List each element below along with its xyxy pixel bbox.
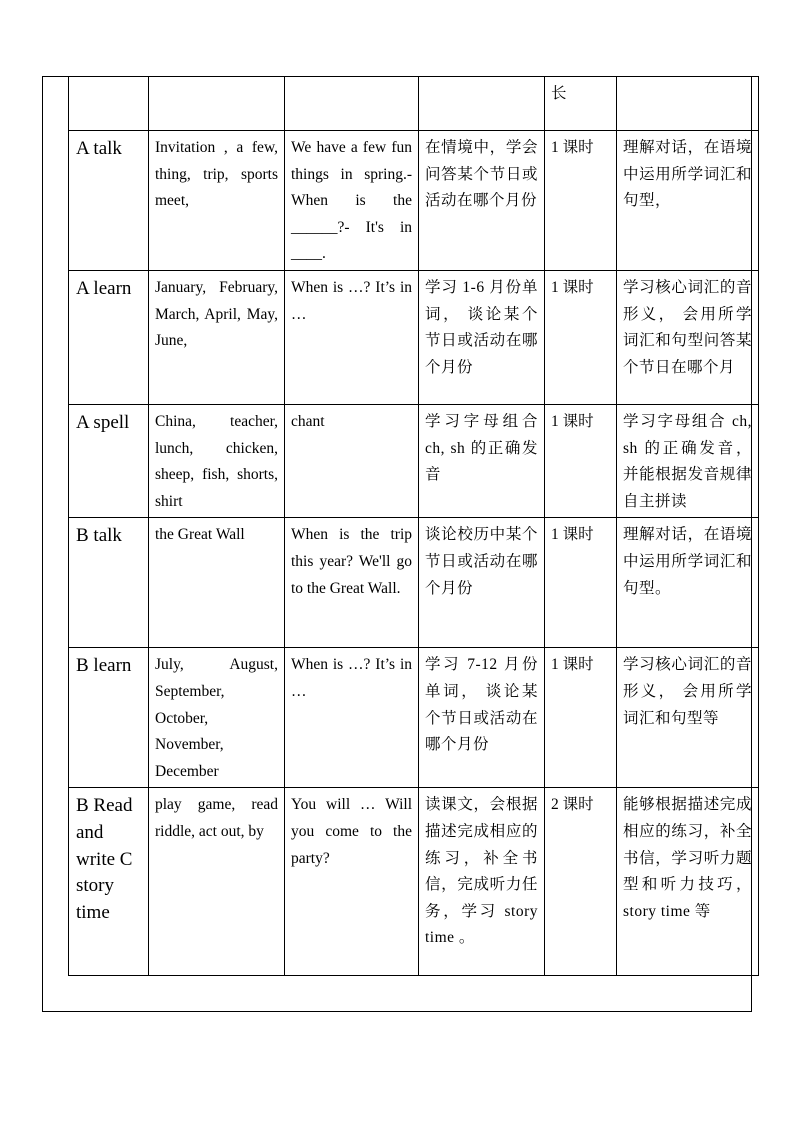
sentences-cell: When is …? It’s in … bbox=[285, 648, 419, 788]
vocab-cell: July, August, September, October, November, December bbox=[149, 648, 285, 788]
objective-cell: 学习 7-12 月份单词， 谈论某个节日或活动在哪个月份 bbox=[419, 648, 545, 788]
goal-cell: 学习字母组合 ch, sh 的正确发音，并能根据发音规律自主拼读 bbox=[617, 404, 759, 517]
lesson-cell: A spell bbox=[69, 404, 149, 517]
sentences-cell: chant bbox=[285, 404, 419, 517]
objective-cell: 谈论校历中某个节日或活动在哪个月份 bbox=[419, 518, 545, 648]
vocab-cell: China, teacher, lunch, chicken, sheep, fish, shorts, shirt bbox=[149, 404, 285, 517]
lesson-cell: B Read and write C story time bbox=[69, 788, 149, 976]
table-row bbox=[69, 404, 759, 517]
table-row bbox=[69, 518, 759, 648]
hours-cell: 1 课时 bbox=[545, 404, 617, 517]
lesson-cell: B talk bbox=[69, 518, 149, 648]
hours-cell: 1 课时 bbox=[545, 270, 617, 404]
goal-cell: 能够根据描述完成相应的练习，补全书信，学习听力题型和听力技巧，story time 等 bbox=[617, 788, 759, 976]
lesson-cell: B learn bbox=[69, 648, 149, 788]
table-row bbox=[69, 270, 759, 404]
table-row bbox=[69, 77, 759, 131]
sentences-cell: We have a few fun things in spring.-When is the ______?- It's in ____. bbox=[285, 131, 419, 271]
table-row bbox=[69, 131, 759, 271]
sentences-cell: When is the trip this year? We'll go to the Great Wall. bbox=[285, 518, 419, 648]
sentences-cell: You will … Will you come to the party? bbox=[285, 788, 419, 976]
table-row bbox=[69, 648, 759, 788]
objective-cell: 在情境中，学会问答某个节日或活动在哪个月份 bbox=[419, 131, 545, 271]
vocab-cell: the Great Wall bbox=[149, 518, 285, 648]
objective-cell: 学习 1-6 月份单词， 谈论某个节日或活动在哪个月份 bbox=[419, 270, 545, 404]
goal-cell: 学习核心词汇的音形义， 会用所学词汇和句型等 bbox=[617, 648, 759, 788]
objective-cell bbox=[419, 77, 545, 131]
goal-cell bbox=[617, 77, 759, 131]
lesson-cell: A talk bbox=[69, 131, 149, 271]
hours-cell: 2 课时 bbox=[545, 788, 617, 976]
hours-cell: 1 课时 bbox=[545, 131, 617, 271]
table-row bbox=[69, 788, 759, 976]
vocab-cell: play game, read riddle, act out, by bbox=[149, 788, 285, 976]
goal-cell: 理解对话，在语境中运用所学词汇和句型。 bbox=[617, 518, 759, 648]
vocab-cell: January, February, March, April, May, June, bbox=[149, 270, 285, 404]
objective-cell: 学习字母组合 ch, sh 的正确发音 bbox=[419, 404, 545, 517]
sentences-cell: When is …? It’s in … bbox=[285, 270, 419, 404]
vocab-cell: Invitation , a few, thing, trip, sports meet, bbox=[149, 131, 285, 271]
objective-cell: 读课文，会根据描述完成相应的练习，补全书信，完成听力任务，学习 story time 。 bbox=[419, 788, 545, 976]
hours-cell: 1 课时 bbox=[545, 648, 617, 788]
hours-cell: 1 课时 bbox=[545, 518, 617, 648]
hours-cell: 长 bbox=[545, 77, 617, 131]
lesson-cell bbox=[69, 77, 149, 131]
vocab-cell bbox=[149, 77, 285, 131]
goal-cell: 学习核心词汇的音形义， 会用所学词汇和句型问答某个节日在哪个月 bbox=[617, 270, 759, 404]
sentences-cell bbox=[285, 77, 419, 131]
lesson-plan-table bbox=[68, 76, 759, 976]
goal-cell: 理解对话，在语境中运用所学词汇和句型， bbox=[617, 131, 759, 271]
lesson-cell: A learn bbox=[69, 270, 149, 404]
